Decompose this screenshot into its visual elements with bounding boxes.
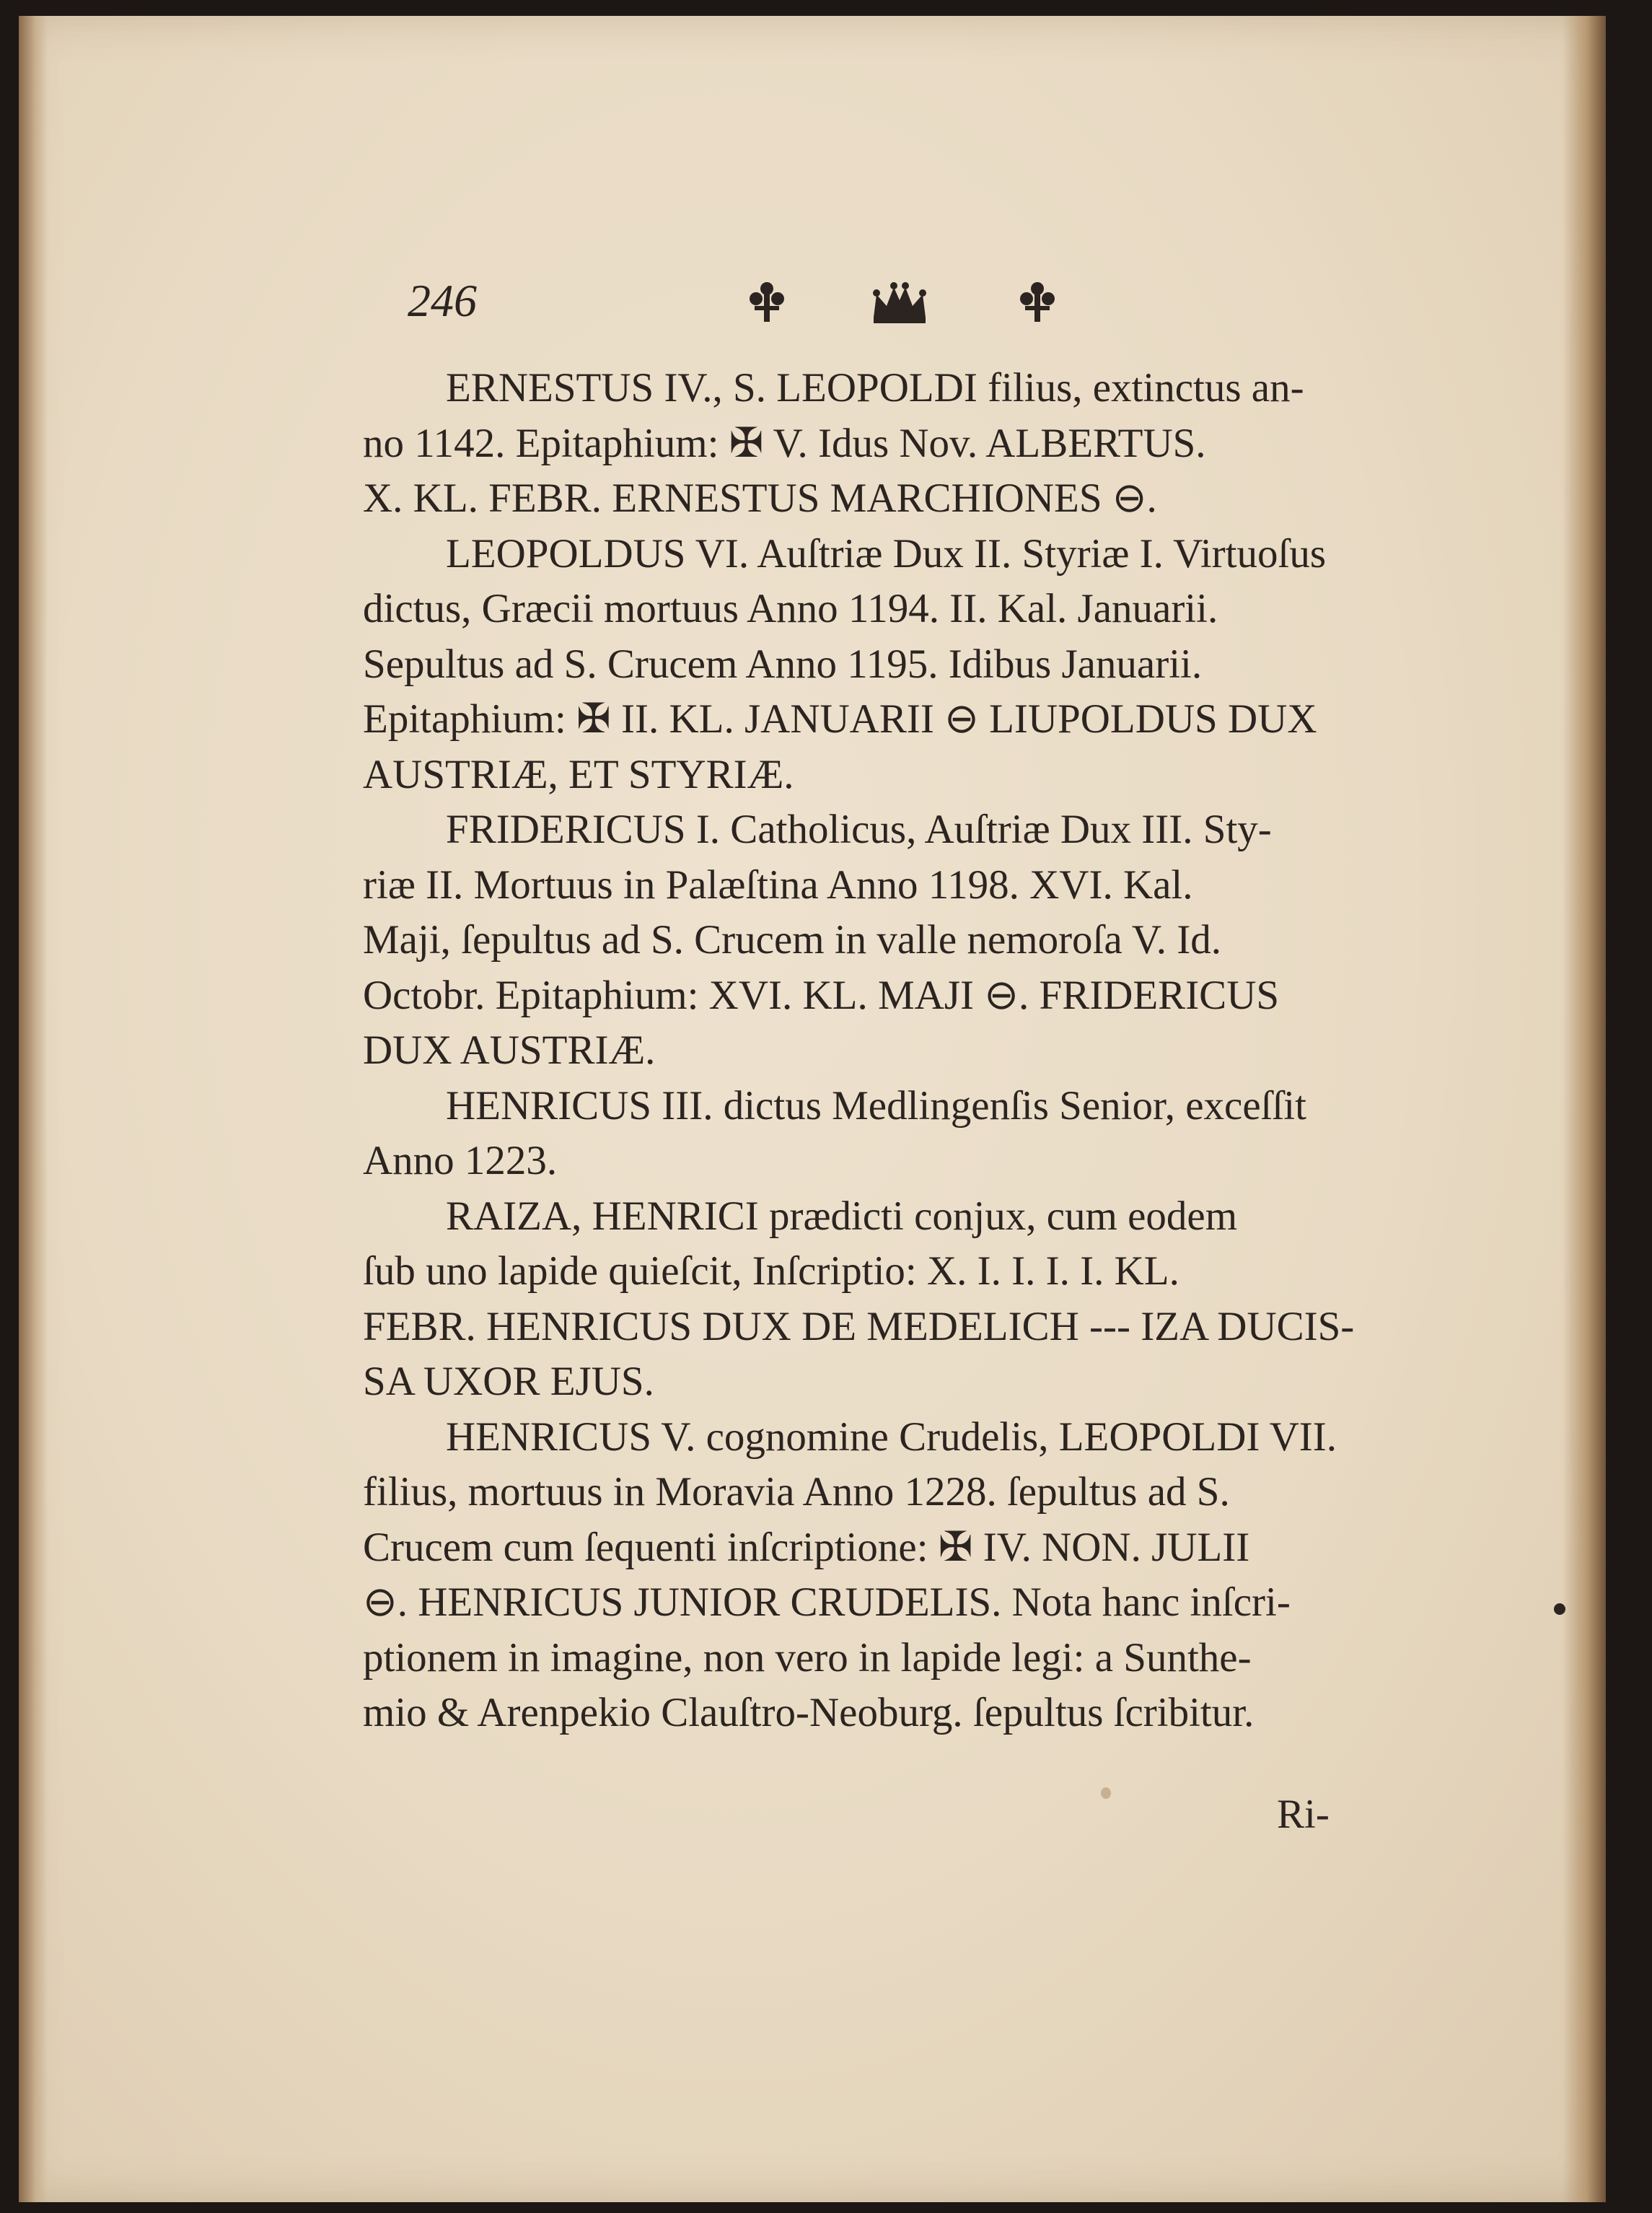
text-line: Epitaphium: ✠ II. KL. JANUARII ⊖ LIUPOLDUS DUX bbox=[363, 696, 1317, 742]
text-line: HENRICUS V. cognomine Crudelis, LEOPOLDI VII. bbox=[446, 1414, 1337, 1460]
paragraph-henricus-iii bbox=[363, 1079, 1398, 1189]
paragraph-leopoldus bbox=[363, 527, 1398, 803]
text-line: AUSTRIÆ, ET STYRIÆ. bbox=[363, 751, 794, 797]
text-line: riæ II. Mortuus in Palæſtina Anno 1198. XVI. Kal. bbox=[363, 862, 1193, 908]
paragraph-raiza bbox=[363, 1189, 1398, 1410]
catchword: Ri- bbox=[1277, 1792, 1330, 1837]
text-line: DUX AUSTRIÆ. bbox=[363, 1027, 656, 1073]
text-line: mio & Arenpekio Clauſtro-Neoburg. ſepultus ſcribitur. bbox=[363, 1690, 1255, 1735]
paragraph-fridericus bbox=[363, 802, 1398, 1079]
text-line: dictus, Græcii mortuus Anno 1194. II. Kal. Januarii. bbox=[363, 586, 1218, 631]
text-line: no 1142. Epitaphium: ✠ V. Idus Nov. ALBERTUS. bbox=[363, 420, 1206, 466]
text-line: FEBR. HENRICUS DUX DE MEDELICH --- IZA DUCIS- bbox=[363, 1303, 1355, 1349]
book-spine-shadow bbox=[19, 16, 48, 2202]
text-line: Maji, ſepultus ad S. Crucem in valle nemoroſa V. Id. bbox=[363, 917, 1221, 963]
text-line: ſub uno lapide quieſcit, Inſcriptio: X. I. I. I. I. KL. bbox=[363, 1248, 1179, 1294]
ink-dot bbox=[1554, 1603, 1565, 1615]
text-line: filius, mortuus in Moravia Anno 1228. ſepultus ad S. bbox=[363, 1469, 1230, 1515]
text-line: Crucem cum ſequenti inſcriptione: ✠ IV. NON. JULII bbox=[363, 1524, 1250, 1570]
text-line: ERNESTUS IV., S. LEOPOLDI filius, extinctus an- bbox=[446, 365, 1304, 411]
text-line: Octobr. Epitaphium: XVI. KL. MAJI ⊖. FRIDERICUS bbox=[363, 972, 1280, 1018]
text-line: FRIDERICUS I. Catholicus, Auſtriæ Dux III. Sty- bbox=[446, 807, 1272, 852]
text-line: X. KL. FEBR. ERNESTUS MARCHIONES ⊖. bbox=[363, 476, 1157, 521]
foxing-spot bbox=[1101, 1787, 1111, 1799]
crown-icon bbox=[869, 279, 930, 326]
page-fore-edge bbox=[1563, 16, 1606, 2202]
text-line: Sepultus ad S. Crucem Anno 1195. Idibus Januarii. bbox=[363, 641, 1203, 687]
page-number: 246 bbox=[408, 275, 477, 326]
paragraph-ernestus bbox=[363, 361, 1398, 527]
body-text bbox=[363, 361, 1398, 1741]
text-line: SA UXOR EJUS. bbox=[363, 1359, 654, 1404]
text-line: RAIZA, HENRICI prædicti conjux, cum eodem bbox=[446, 1193, 1238, 1239]
text-line: ⊖. HENRICUS JUNIOR CRUDELIS. Nota hanc inſcri- bbox=[363, 1579, 1291, 1625]
paragraph-henricus-v bbox=[363, 1410, 1398, 1741]
fleur-icon bbox=[1014, 279, 1061, 326]
text-line: ptionem in imagine, non vero in lapide legi: a Sunthe- bbox=[363, 1634, 1252, 1680]
fleur-icon bbox=[743, 279, 791, 326]
text-line: LEOPOLDUS VI. Auſtriæ Dux II. Styriæ I. Virtuoſus bbox=[446, 530, 1327, 577]
text-line: Anno 1223. bbox=[363, 1138, 558, 1183]
text-line: HENRICUS III. dictus Medlingenſis Senior, exceſſit bbox=[446, 1082, 1306, 1129]
running-header bbox=[408, 268, 1432, 333]
